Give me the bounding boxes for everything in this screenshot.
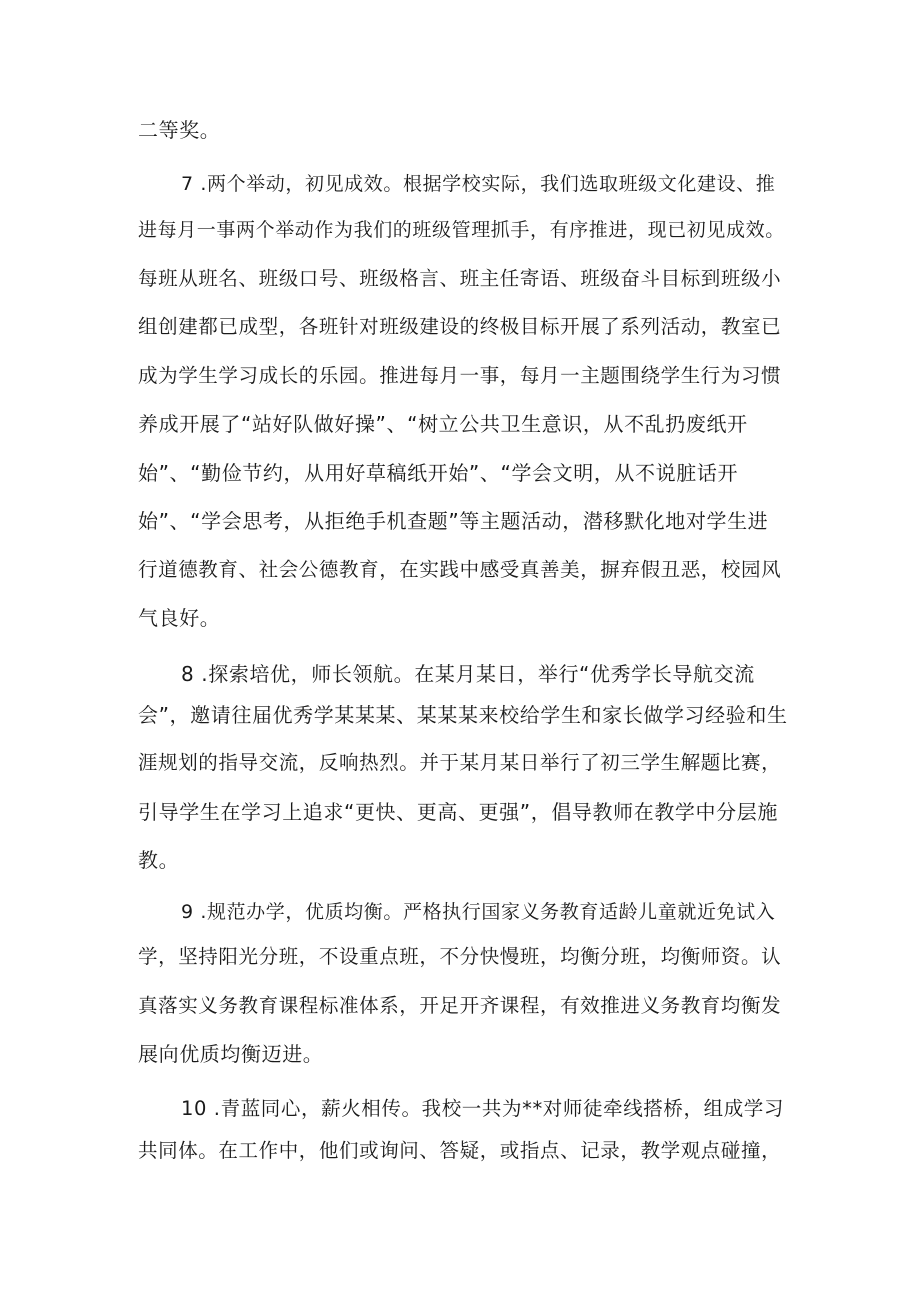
- text-line: 始”、“勤俭节约，从用好草稿纸开始”、“学会文明，从不说脏话开: [138, 461, 739, 485]
- text-line: 共同体。在工作中，他们或询问、答疑，或指点、记录，教学观点碰撞，: [138, 1139, 782, 1162]
- text-line: 学，坚持阳光分班，不设重点班，不分快慢班，均衡分班，均衡师资。认: [138, 945, 782, 968]
- text-line: 成为学生学习成长的乐园。推进每月一事，每月一主题围绕学生行为习惯: [138, 364, 782, 387]
- text-line: 二等奖。: [138, 118, 221, 142]
- text-line: 气良好。: [138, 606, 221, 630]
- paragraph-7-start: 7 .两个举动，初见成效。根据学校实际，我们选取班级文化建设、推: [181, 173, 776, 195]
- text-line: 每班从班名、班级口号、班级格言、班主任寄语、班级奋斗目标到班级小: [138, 267, 782, 290]
- text-line: 引导学生在学习上追求“更快、更高、更强”，倡导教师在教学中分层施: [138, 800, 778, 824]
- text-line: 养成开展了“站好队做好操”、“树立公共卫生意识，从不乱扔废纸开: [138, 412, 748, 436]
- text-line: 组创建都已成型，各班针对班级建设的终极目标开展了系列活动，教室已: [138, 315, 782, 338]
- text-line: 进每月一事两个举动作为我们的班级管理抓手，有序推进，现已初见成效。: [138, 219, 785, 241]
- text-line: 涯规划的指导交流，反响热烈。并于某月某日举行了初三学生解题比赛，: [138, 751, 782, 774]
- text-line: 始”、“学会思考，从拒绝手机查题”等主题活动，潜移默化地对学生进: [138, 509, 769, 533]
- text-line: 展向优质均衡迈进。: [138, 1042, 324, 1066]
- paragraph-8-start: 8 .探索培优，师长领航。在某月某日，举行“优秀学长导航交流: [181, 662, 755, 686]
- text-line: 教。: [138, 848, 180, 872]
- paragraph-9-start: 9 .规范办学，优质均衡。严格执行国家义务教育适龄儿童就近免试入: [181, 901, 776, 923]
- text-line: 真落实义务教育课程标准体系，开足开齐课程，有效推进义务教育均衡发: [138, 994, 782, 1017]
- text-line: 会”，邀请往届优秀学某某某、某某某来校给学生和家长做学习经验和生: [138, 703, 788, 727]
- text-line: 行道德教育、社会公德教育，在实践中感受真善美，摒弃假丑恶，校园风: [138, 558, 782, 581]
- paragraph-10-start: 10 .青蓝同心，薪火相传。我校一共为**对师徒牵线搭桥，组成学习: [181, 1097, 785, 1120]
